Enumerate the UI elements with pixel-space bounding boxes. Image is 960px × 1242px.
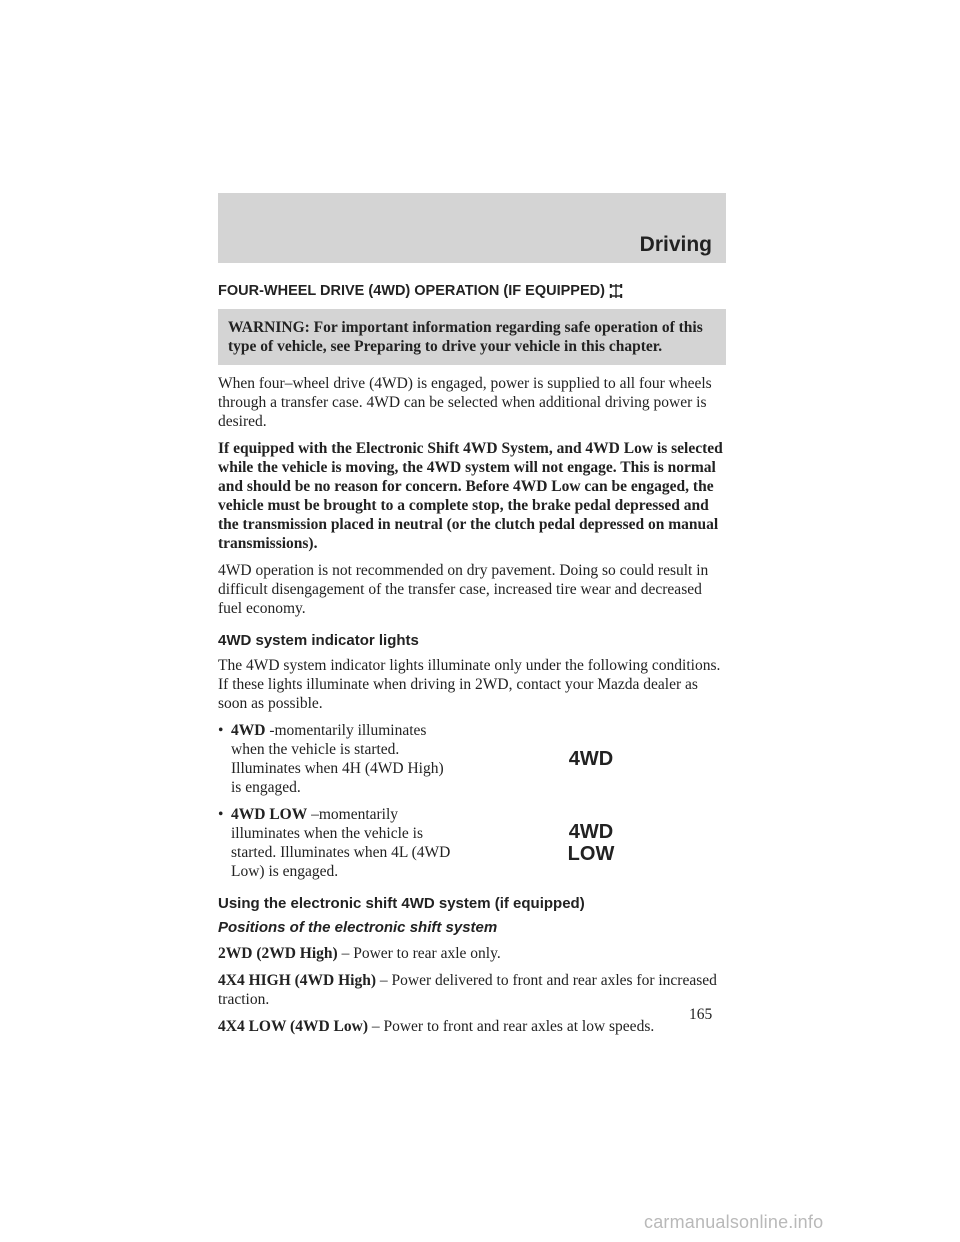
list-item-text: [231, 805, 456, 881]
list-item-term: 4WD: [231, 722, 266, 739]
section-heading: [218, 283, 726, 299]
paragraph-4wd-engaged: When four–wheel drive (4WD) is engaged, power is supplied to all four wheels through a transfer case. 4WD can be selected when additional driving power is desired.: [218, 375, 712, 430]
indicator-lights-heading: 4WD system indicator lights: [218, 632, 419, 649]
indicator-line-2: LOW: [567, 843, 615, 865]
watermark: carmanualsonline.info: [644, 1212, 824, 1232]
4wd-low-indicator-symbol: [456, 805, 726, 881]
bullet-mark: •: [218, 806, 224, 823]
position-desc: – Power delivered to front and rear axles for increased traction.: [218, 972, 717, 1008]
list-item-term: 4WD LOW: [231, 806, 308, 823]
chapter-header: [218, 193, 726, 263]
list-item-text: [231, 721, 456, 797]
indicator-line-1: 4WD: [568, 821, 614, 843]
indicator-label: [568, 821, 615, 865]
position-4x4-low: [218, 1017, 726, 1036]
warning-box: WARNING: For important information regarding safe operation of this type of vehicle, see Preparing to drive your vehicle in this chapter.: [218, 309, 726, 365]
position-4x4-high: [218, 971, 726, 1009]
position-desc: – Power to front and rear axles at low speeds.: [367, 1018, 655, 1035]
electronic-shift-subheading: Positions of the electronic shift system: [218, 919, 498, 936]
position-term: 4X4 LOW (4WD Low): [218, 1018, 368, 1035]
position-2wd: [218, 944, 726, 963]
chapter-title: Driving: [639, 233, 712, 256]
list-item-4wd-low: [218, 805, 726, 881]
section-title: FOUR-WHEEL DRIVE (4WD) OPERATION (IF EQUIPPED): [218, 283, 605, 299]
paragraph-dry-pavement: 4WD operation is not recommended on dry pavement. Doing so could result in difficult disengagement of the transfer case, increased tire wear and decreased fuel economy.: [218, 562, 709, 617]
page-content: [218, 276, 726, 1044]
page-number: 165: [689, 1006, 713, 1023]
paragraph-electronic-shift-note: If equipped with the Electronic Shift 4WD System, and 4WD Low is selected while the vehicle is moving, the 4WD system will not engage. This is normal and should be no reason for concern. Before 4WD Low can be engaged, the vehicle must be brought to a complete stop, the brake pedal depressed and the transmission placed in neutral (or the clutch pedal depressed on manual transmissions).: [218, 440, 723, 552]
position-term: 4X4 HIGH (4WD High): [218, 972, 377, 989]
list-item-4wd: [218, 721, 726, 797]
position-term: 2WD (2WD High): [218, 945, 338, 962]
indicator-lights-intro: The 4WD system indicator lights illuminate only under the following conditions. If these lights illuminate when driving in 2WD, contact your Mazda dealer as soon as possible.: [218, 657, 721, 712]
bullet-mark: •: [218, 722, 224, 739]
4wd-indicator-symbol: [456, 721, 726, 797]
position-desc: – Power to rear axle only.: [337, 945, 501, 962]
indicator-label: 4WD: [568, 748, 614, 770]
list-item-desc: –momentarily illuminates when the vehicle is started. Illuminates when 4L (4WD Low) is engaged.: [231, 806, 451, 880]
electronic-shift-heading: Using the electronic shift 4WD system (if equipped): [218, 895, 585, 912]
list-item-desc: -momentarily illuminates when the vehicle is started. Illuminates when 4H (4WD High) is engaged.: [231, 722, 444, 796]
4wd-vehicle-icon: [609, 283, 623, 299]
